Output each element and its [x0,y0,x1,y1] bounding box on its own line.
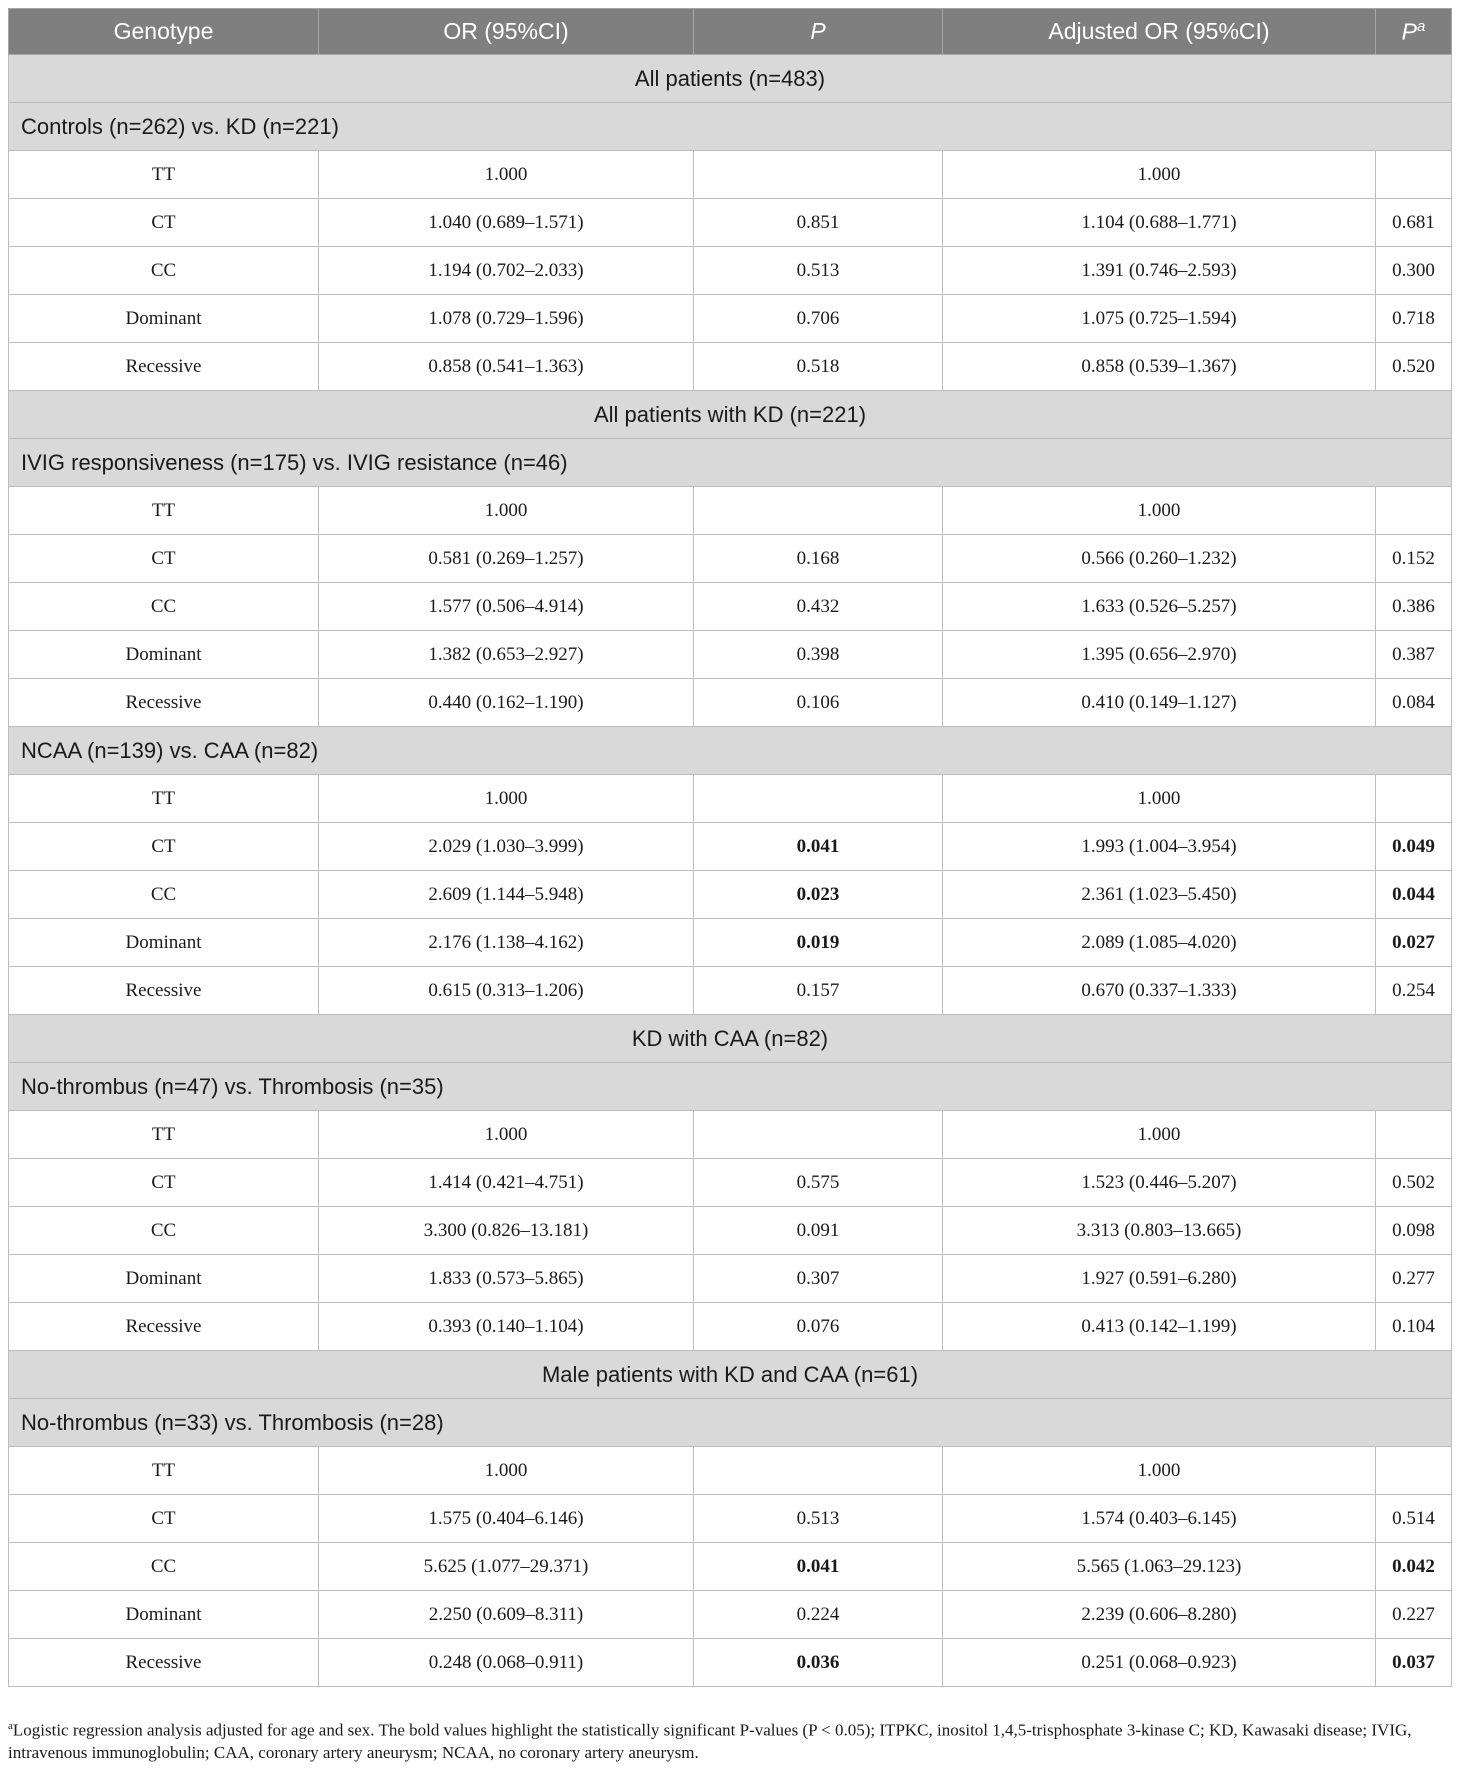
or-cell: 2.176 (1.138–4.162) [319,919,694,967]
p-cell: 0.168 [694,535,943,583]
adjusted-or-cell: 1.927 (0.591–6.280) [943,1255,1376,1303]
p-cell: 0.575 [694,1159,943,1207]
adjusted-or-cell: 1.395 (0.656–2.970) [943,631,1376,679]
p-adjusted-cell [1376,487,1452,535]
section-title: KD with CAA (n=82) [9,1015,1452,1063]
genotype-cell: Dominant [9,1255,319,1303]
table-body [9,55,1452,1687]
adjusted-or-cell: 2.361 (1.023–5.450) [943,871,1376,919]
p-adjusted-cell: 0.300 [1376,247,1452,295]
or-cell: 2.250 (0.609–8.311) [319,1591,694,1639]
adjusted-or-cell: 0.670 (0.337–1.333) [943,967,1376,1015]
table-row [9,1543,1452,1591]
comparison-title: NCAA (n=139) vs. CAA (n=82) [9,727,1452,775]
p-cell: 0.019 [694,919,943,967]
table-row [9,919,1452,967]
p-adjusted-cell: 0.042 [1376,1543,1452,1591]
p-cell: 0.224 [694,1591,943,1639]
genotype-cell: CT [9,1495,319,1543]
table-row [9,1159,1452,1207]
p-adjusted-cell [1376,1447,1452,1495]
or-cell: 2.029 (1.030–3.999) [319,823,694,871]
p-adjusted-cell: 0.227 [1376,1591,1452,1639]
genotype-cell: CC [9,1543,319,1591]
p-adjusted-cell [1376,1111,1452,1159]
comparison-header-row [9,439,1452,487]
adjusted-or-cell: 1.000 [943,1447,1376,1495]
p-adjusted-cell: 0.718 [1376,295,1452,343]
table-row [9,535,1452,583]
comparison-header-row [9,1063,1452,1111]
header-genotype: Genotype [9,9,319,55]
table-row [9,487,1452,535]
table-row [9,1255,1452,1303]
or-cell: 0.440 (0.162–1.190) [319,679,694,727]
adjusted-or-cell: 0.413 (0.142–1.199) [943,1303,1376,1351]
or-cell: 1.040 (0.689–1.571) [319,199,694,247]
table-row [9,151,1452,199]
p-adjusted-cell: 0.254 [1376,967,1452,1015]
header-adjusted-or: Adjusted OR (95%CI) [943,9,1376,55]
table-row [9,679,1452,727]
or-cell: 0.858 (0.541–1.363) [319,343,694,391]
p-cell [694,151,943,199]
genotype-cell: Dominant [9,1591,319,1639]
p-adjusted-cell: 0.104 [1376,1303,1452,1351]
p-cell: 0.518 [694,343,943,391]
p-cell: 0.041 [694,823,943,871]
p-cell: 0.513 [694,247,943,295]
or-cell: 1.414 (0.421–4.751) [319,1159,694,1207]
or-cell: 0.581 (0.269–1.257) [319,535,694,583]
genotype-cell: CC [9,583,319,631]
p-adjusted-cell: 0.387 [1376,631,1452,679]
p-cell: 0.513 [694,1495,943,1543]
or-cell: 2.609 (1.144–5.948) [319,871,694,919]
table-row [9,1447,1452,1495]
adjusted-or-cell: 2.239 (0.606–8.280) [943,1591,1376,1639]
genotype-cell: TT [9,151,319,199]
genotype-cell: TT [9,775,319,823]
or-cell: 1.000 [319,775,694,823]
or-cell: 1.000 [319,1111,694,1159]
genotype-cell: TT [9,487,319,535]
table-row [9,247,1452,295]
adjusted-or-cell: 2.089 (1.085–4.020) [943,919,1376,967]
table-row [9,775,1452,823]
p-adjusted-cell: 0.386 [1376,583,1452,631]
comparison-header-row [9,1399,1452,1447]
section-title: Male patients with KD and CAA (n=61) [9,1351,1452,1399]
genotype-cell: Dominant [9,919,319,967]
genotype-cell: Dominant [9,295,319,343]
p-adjusted-cell: 0.152 [1376,535,1452,583]
p-adjusted-cell: 0.277 [1376,1255,1452,1303]
adjusted-or-cell: 1.104 (0.688–1.771) [943,199,1376,247]
or-cell: 0.393 (0.140–1.104) [319,1303,694,1351]
or-cell: 1.078 (0.729–1.596) [319,295,694,343]
header-p-adjusted: $P^a$ [1376,9,1452,55]
p-cell: 0.041 [694,1543,943,1591]
p-cell: 0.157 [694,967,943,1015]
p-cell: 0.023 [694,871,943,919]
p-cell: 0.307 [694,1255,943,1303]
table-row [9,1591,1452,1639]
table-row [9,295,1452,343]
adjusted-or-cell: 0.858 (0.539–1.367) [943,343,1376,391]
header-p: P [694,9,943,55]
adjusted-or-cell: 1.075 (0.725–1.594) [943,295,1376,343]
p-adjusted-cell: 0.520 [1376,343,1452,391]
adjusted-or-cell: 0.410 (0.149–1.127) [943,679,1376,727]
section-title: All patients with KD (n=221) [9,391,1452,439]
section-header-row [9,1351,1452,1399]
adjusted-or-cell: 0.566 (0.260–1.232) [943,535,1376,583]
or-cell: 0.615 (0.313–1.206) [319,967,694,1015]
comparison-header-row [9,103,1452,151]
adjusted-or-cell: 1.000 [943,487,1376,535]
adjusted-or-cell: 5.565 (1.063–29.123) [943,1543,1376,1591]
genotype-cell: Recessive [9,1639,319,1687]
p-cell [694,1111,943,1159]
p-cell [694,775,943,823]
p-cell: 0.706 [694,295,943,343]
genotype-cell: CT [9,1159,319,1207]
or-cell: 5.625 (1.077–29.371) [319,1543,694,1591]
genotype-cell: Recessive [9,679,319,727]
or-cell: 0.248 (0.068–0.911) [319,1639,694,1687]
section-header-row [9,391,1452,439]
p-cell [694,1447,943,1495]
or-cell: 1.575 (0.404–6.146) [319,1495,694,1543]
genotype-or-table [8,8,1452,1687]
comparison-title: No-thrombus (n=33) vs. Thrombosis (n=28) [9,1399,1452,1447]
p-adjusted-cell: 0.502 [1376,1159,1452,1207]
table-row [9,1495,1452,1543]
table-row [9,1639,1452,1687]
comparison-title: IVIG responsiveness (n=175) vs. IVIG resistance (n=46) [9,439,1452,487]
or-cell: 3.300 (0.826–13.181) [319,1207,694,1255]
table-footnote [8,1715,1448,1764]
genotype-cell: Recessive [9,343,319,391]
section-header-row [9,55,1452,103]
p-cell: 0.091 [694,1207,943,1255]
table-row [9,631,1452,679]
or-cell: 1.194 (0.702–2.033) [319,247,694,295]
p-cell: 0.076 [694,1303,943,1351]
p-adjusted-cell: 0.027 [1376,919,1452,967]
genotype-cell: Recessive [9,967,319,1015]
p-adjusted-cell: 0.681 [1376,199,1452,247]
genotype-cell: Dominant [9,631,319,679]
or-cell: 1.000 [319,487,694,535]
genotype-cell: Recessive [9,1303,319,1351]
adjusted-or-cell: 0.251 (0.068–0.923) [943,1639,1376,1687]
footnote-marker: a [8,1720,13,1732]
genotype-cell: CT [9,823,319,871]
adjusted-or-cell: 1.523 (0.446–5.207) [943,1159,1376,1207]
p-cell: 0.106 [694,679,943,727]
table-row [9,1111,1452,1159]
table-row [9,823,1452,871]
p-adjusted-cell: 0.044 [1376,871,1452,919]
p-adjusted-cell [1376,775,1452,823]
genotype-cell: CC [9,871,319,919]
p-cell: 0.398 [694,631,943,679]
genotype-cell: CC [9,247,319,295]
p-cell [694,487,943,535]
table-row [9,199,1452,247]
p-cell: 0.851 [694,199,943,247]
p-adjusted-cell: 0.084 [1376,679,1452,727]
section-title: All patients (n=483) [9,55,1452,103]
adjusted-or-cell: 1.574 (0.403–6.145) [943,1495,1376,1543]
header-or: OR (95%CI) [319,9,694,55]
adjusted-or-cell: 1.000 [943,1111,1376,1159]
genotype-cell: CT [9,535,319,583]
adjusted-or-cell: 1.633 (0.526–5.257) [943,583,1376,631]
comparison-title: Controls (n=262) vs. KD (n=221) [9,103,1452,151]
table-row [9,343,1452,391]
table-row [9,967,1452,1015]
footnote-text: Logistic regression analysis adjusted for age and sex. The bold values highlight the statistically significant P-values (P < 0.05); ITPKC, inositol 1,4,5-trisphosphate 3-kinase C; KD, Kawasaki disease; IVIG, intravenous immunoglobulin; CAA, coronary artery aneurysm; NCAA, no coronary artery aneurysm. [8,1720,1412,1762]
p-adjusted-cell: 0.049 [1376,823,1452,871]
table-row [9,871,1452,919]
or-cell: 1.577 (0.506–4.914) [319,583,694,631]
table-row [9,1303,1452,1351]
p-cell: 0.432 [694,583,943,631]
p-adjusted-cell: 0.037 [1376,1639,1452,1687]
comparison-header-row [9,727,1452,775]
or-cell: 1.000 [319,1447,694,1495]
genotype-cell: TT [9,1447,319,1495]
adjusted-or-cell: 1.000 [943,775,1376,823]
p-adjusted-cell: 0.098 [1376,1207,1452,1255]
p-adjusted-cell [1376,151,1452,199]
adjusted-or-cell: 1.391 (0.746–2.593) [943,247,1376,295]
or-cell: 1.833 (0.573–5.865) [319,1255,694,1303]
genotype-cell: CT [9,199,319,247]
adjusted-or-cell: 1.993 (1.004–3.954) [943,823,1376,871]
genotype-cell: CC [9,1207,319,1255]
or-cell: 1.382 (0.653–2.927) [319,631,694,679]
results-table-wrapper [8,8,1451,1687]
comparison-title: No-thrombus (n=47) vs. Thrombosis (n=35) [9,1063,1452,1111]
adjusted-or-cell: 3.313 (0.803–13.665) [943,1207,1376,1255]
genotype-cell: TT [9,1111,319,1159]
section-header-row [9,1015,1452,1063]
or-cell: 1.000 [319,151,694,199]
p-cell: 0.036 [694,1639,943,1687]
table-row [9,1207,1452,1255]
table-row [9,583,1452,631]
header-row [9,9,1452,55]
adjusted-or-cell: 1.000 [943,151,1376,199]
p-adjusted-cell: 0.514 [1376,1495,1452,1543]
